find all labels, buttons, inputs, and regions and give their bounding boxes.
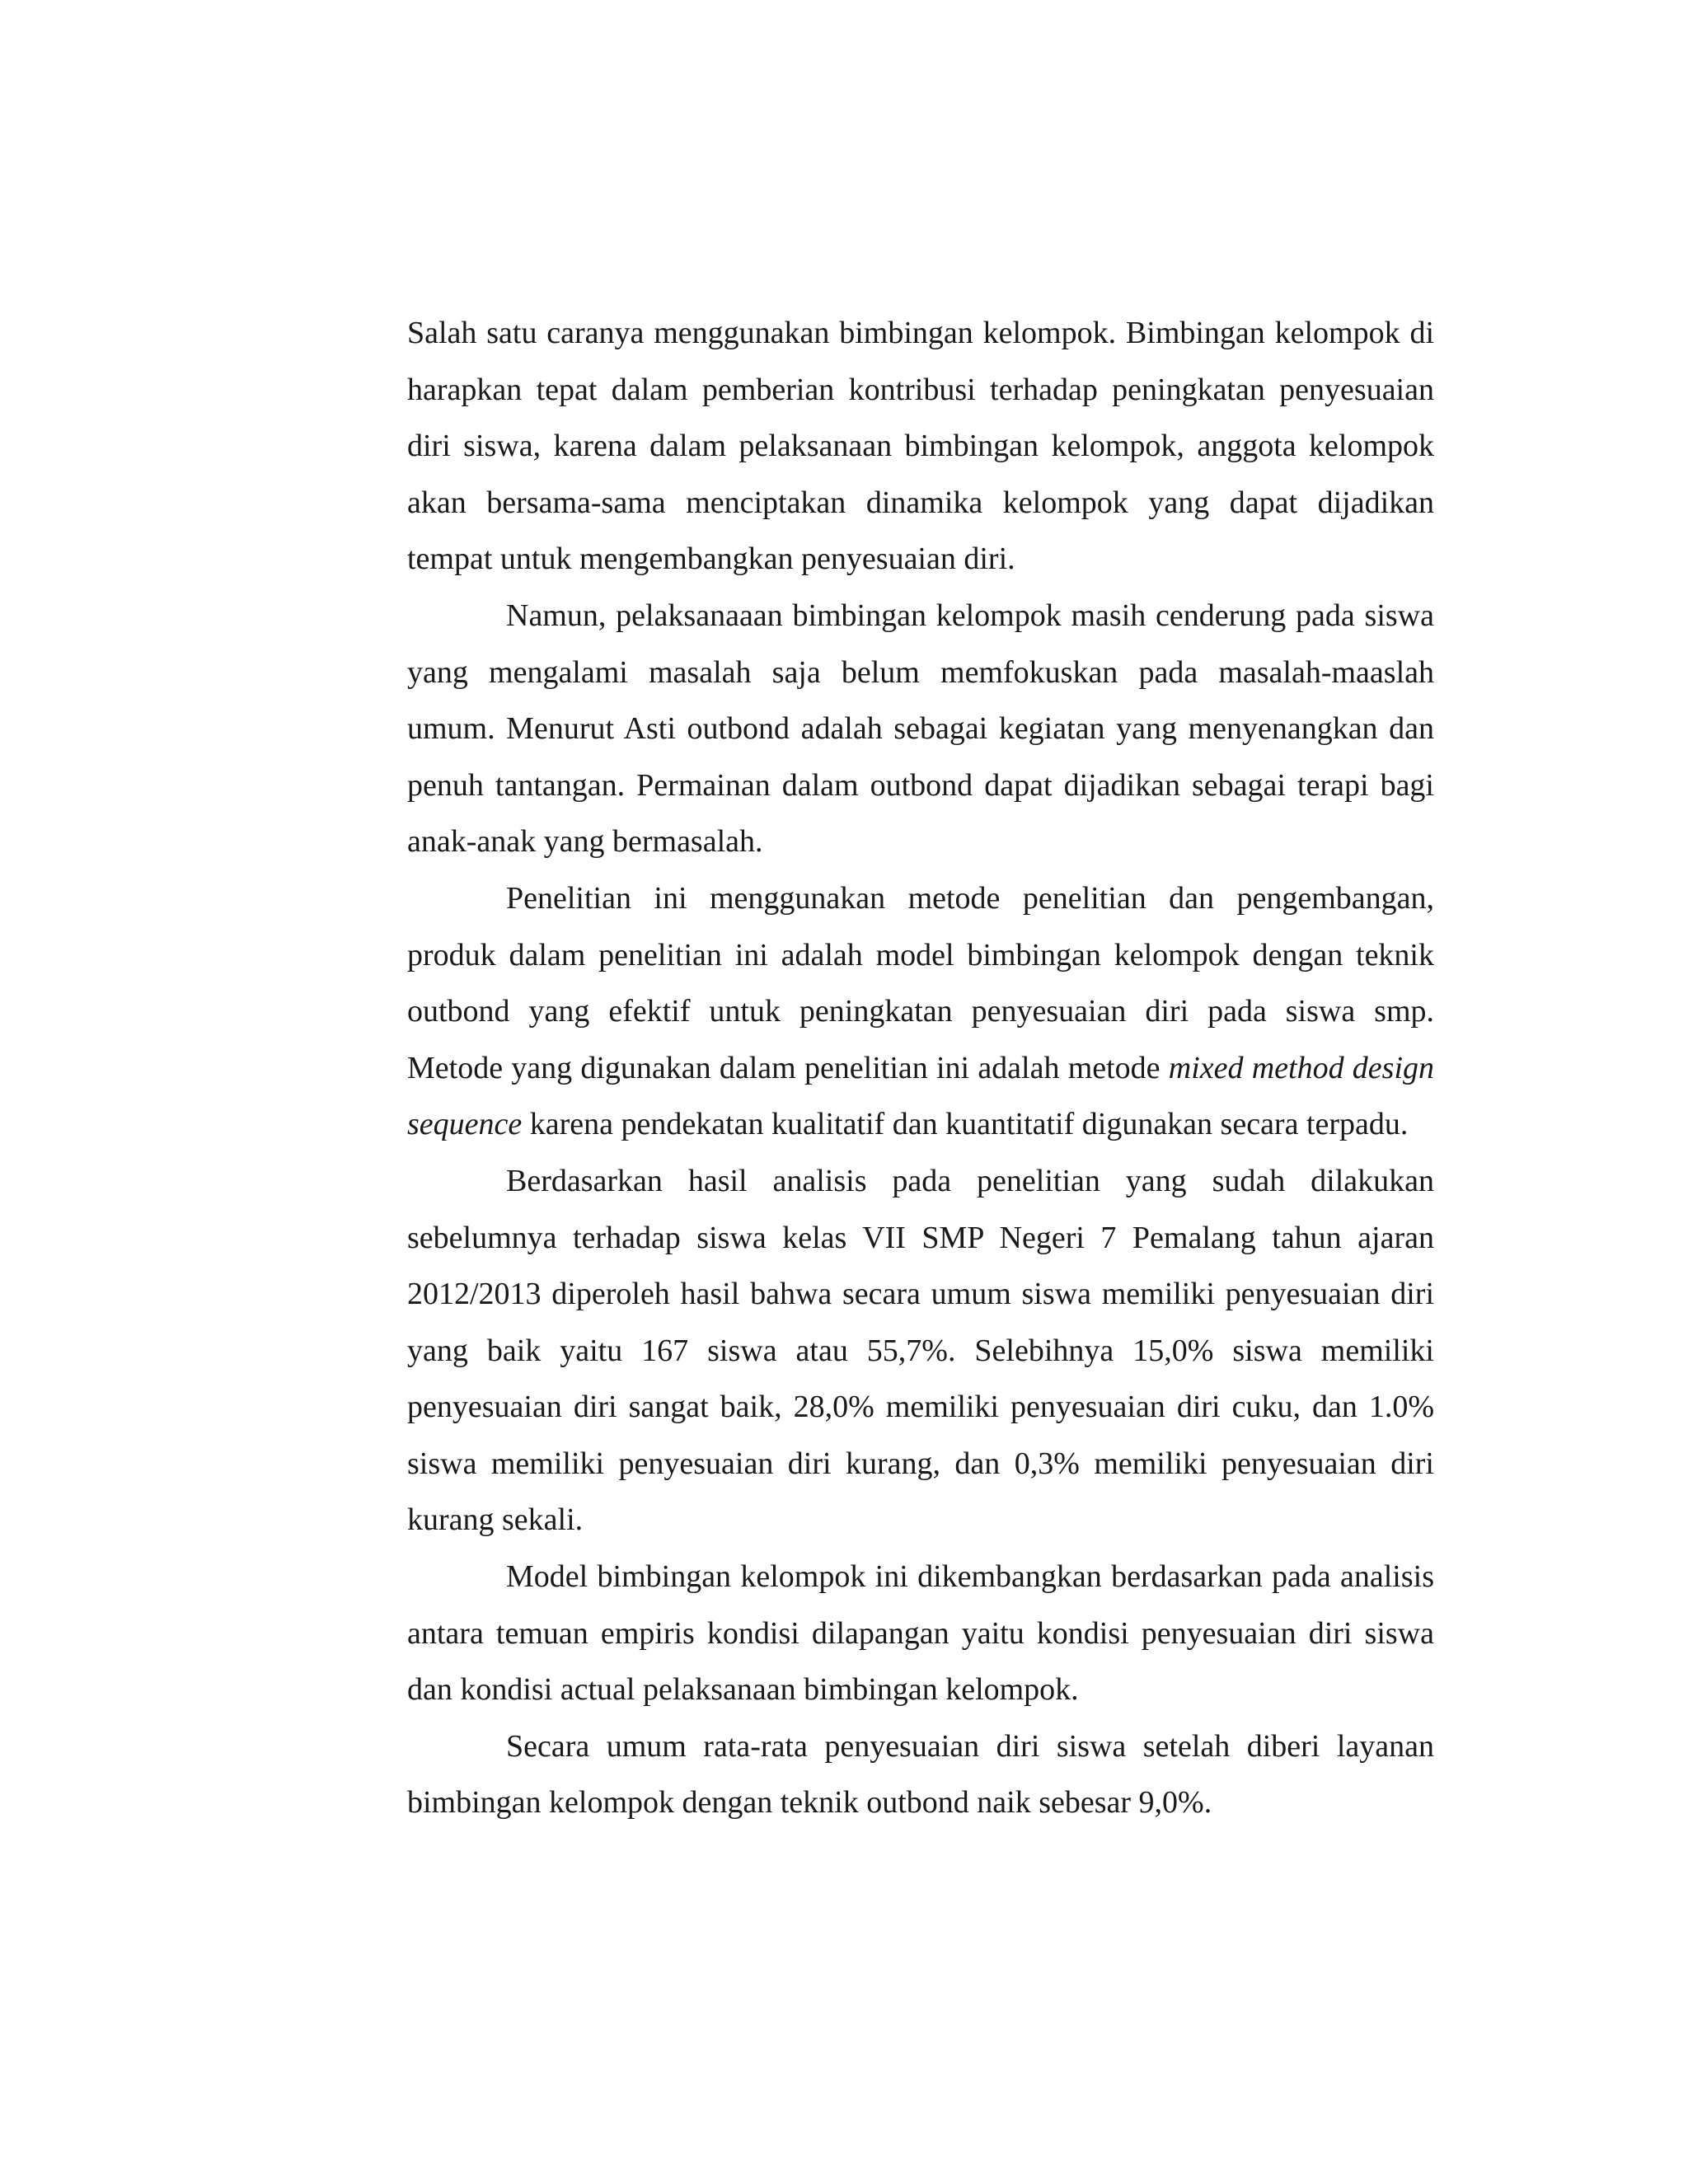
paragraph-3-text-after: karena pendekatan kualitatif dan kuantitatif digunakan secara terpadu. xyxy=(522,1107,1409,1142)
paragraph-3-italic-term: mixed method design sequence xyxy=(407,1050,1435,1142)
body-text xyxy=(407,305,1434,1831)
paragraph-5: Model bimbingan kelompok ini dikembangkan berdasarkan pada analisis antara temuan empiris kondisi dilapangan yaitu kondisi penyesuaian diri siswa dan kondisi actual pelaksanaan bimbingan kelompok. xyxy=(407,1559,1434,1708)
paragraph-2: Namun, pelaksanaaan bimbingan kelompok masih cenderung pada siswa yang mengalami masalah saja belum memfokuskan pada masalah-maaslah umum. Menurut Asti outbond adalah sebagai kegiatan yang menyenangkan dan penuh tantangan. Permainan dalam outbond dapat dijadikan sebagai terapi bagi anak-anak yang bermasalah. xyxy=(407,598,1434,860)
paragraph-6: Secara umum rata-rata penyesuaian diri siswa setelah diberi layanan bimbingan kelompok dengan teknik outbond naik sebesar 9,0%. xyxy=(407,1728,1434,1821)
paragraph-4: Berdasarkan hasil analisis pada penelitian yang sudah dilakukan sebelumnya terhadap siswa kelas VII SMP Negeri 7 Pemalang tahun ajaran 2012/2013 diperoleh hasil bahwa secara umum siswa memiliki penyesuaian diri yang baik yaitu 167 siswa atau 55,7%. Selebihnya 15,0% siswa memiliki penyesuaian diri sangat baik, 28,0% memiliki penyesuaian diri cuku, dan 1.0% siswa memiliki penyesuaian diri kurang, dan 0,3% memiliki penyesuaian diri kurang sekali. xyxy=(407,1163,1434,1538)
paragraph-3-text-before: Penelitian ini menggunakan metode penelitian dan pengembangan, produk dalam penelitian ini adalah model bimbingan kelompok dengan teknik outbond yang efektif untuk peningkatan penyesuaian diri pada siswa smp. Metode yang digunakan dalam penelitian ini adalah metode xyxy=(407,880,1434,1085)
paragraph-1: Salah satu caranya menggunakan bimbingan kelompok. Bimbingan kelompok di harapkan tepat dalam pemberian kontribusi terhadap peningkatan penyesuaian diri siswa, karena dalam pelaksanaan bimbingan kelompok, anggota kelompok akan bersama-sama menciptakan dinamika kelompok yang dapat dijadikan tempat untuk mengembangkan penyesuaian diri. xyxy=(407,316,1434,577)
paragraph-3 xyxy=(407,870,1434,1153)
